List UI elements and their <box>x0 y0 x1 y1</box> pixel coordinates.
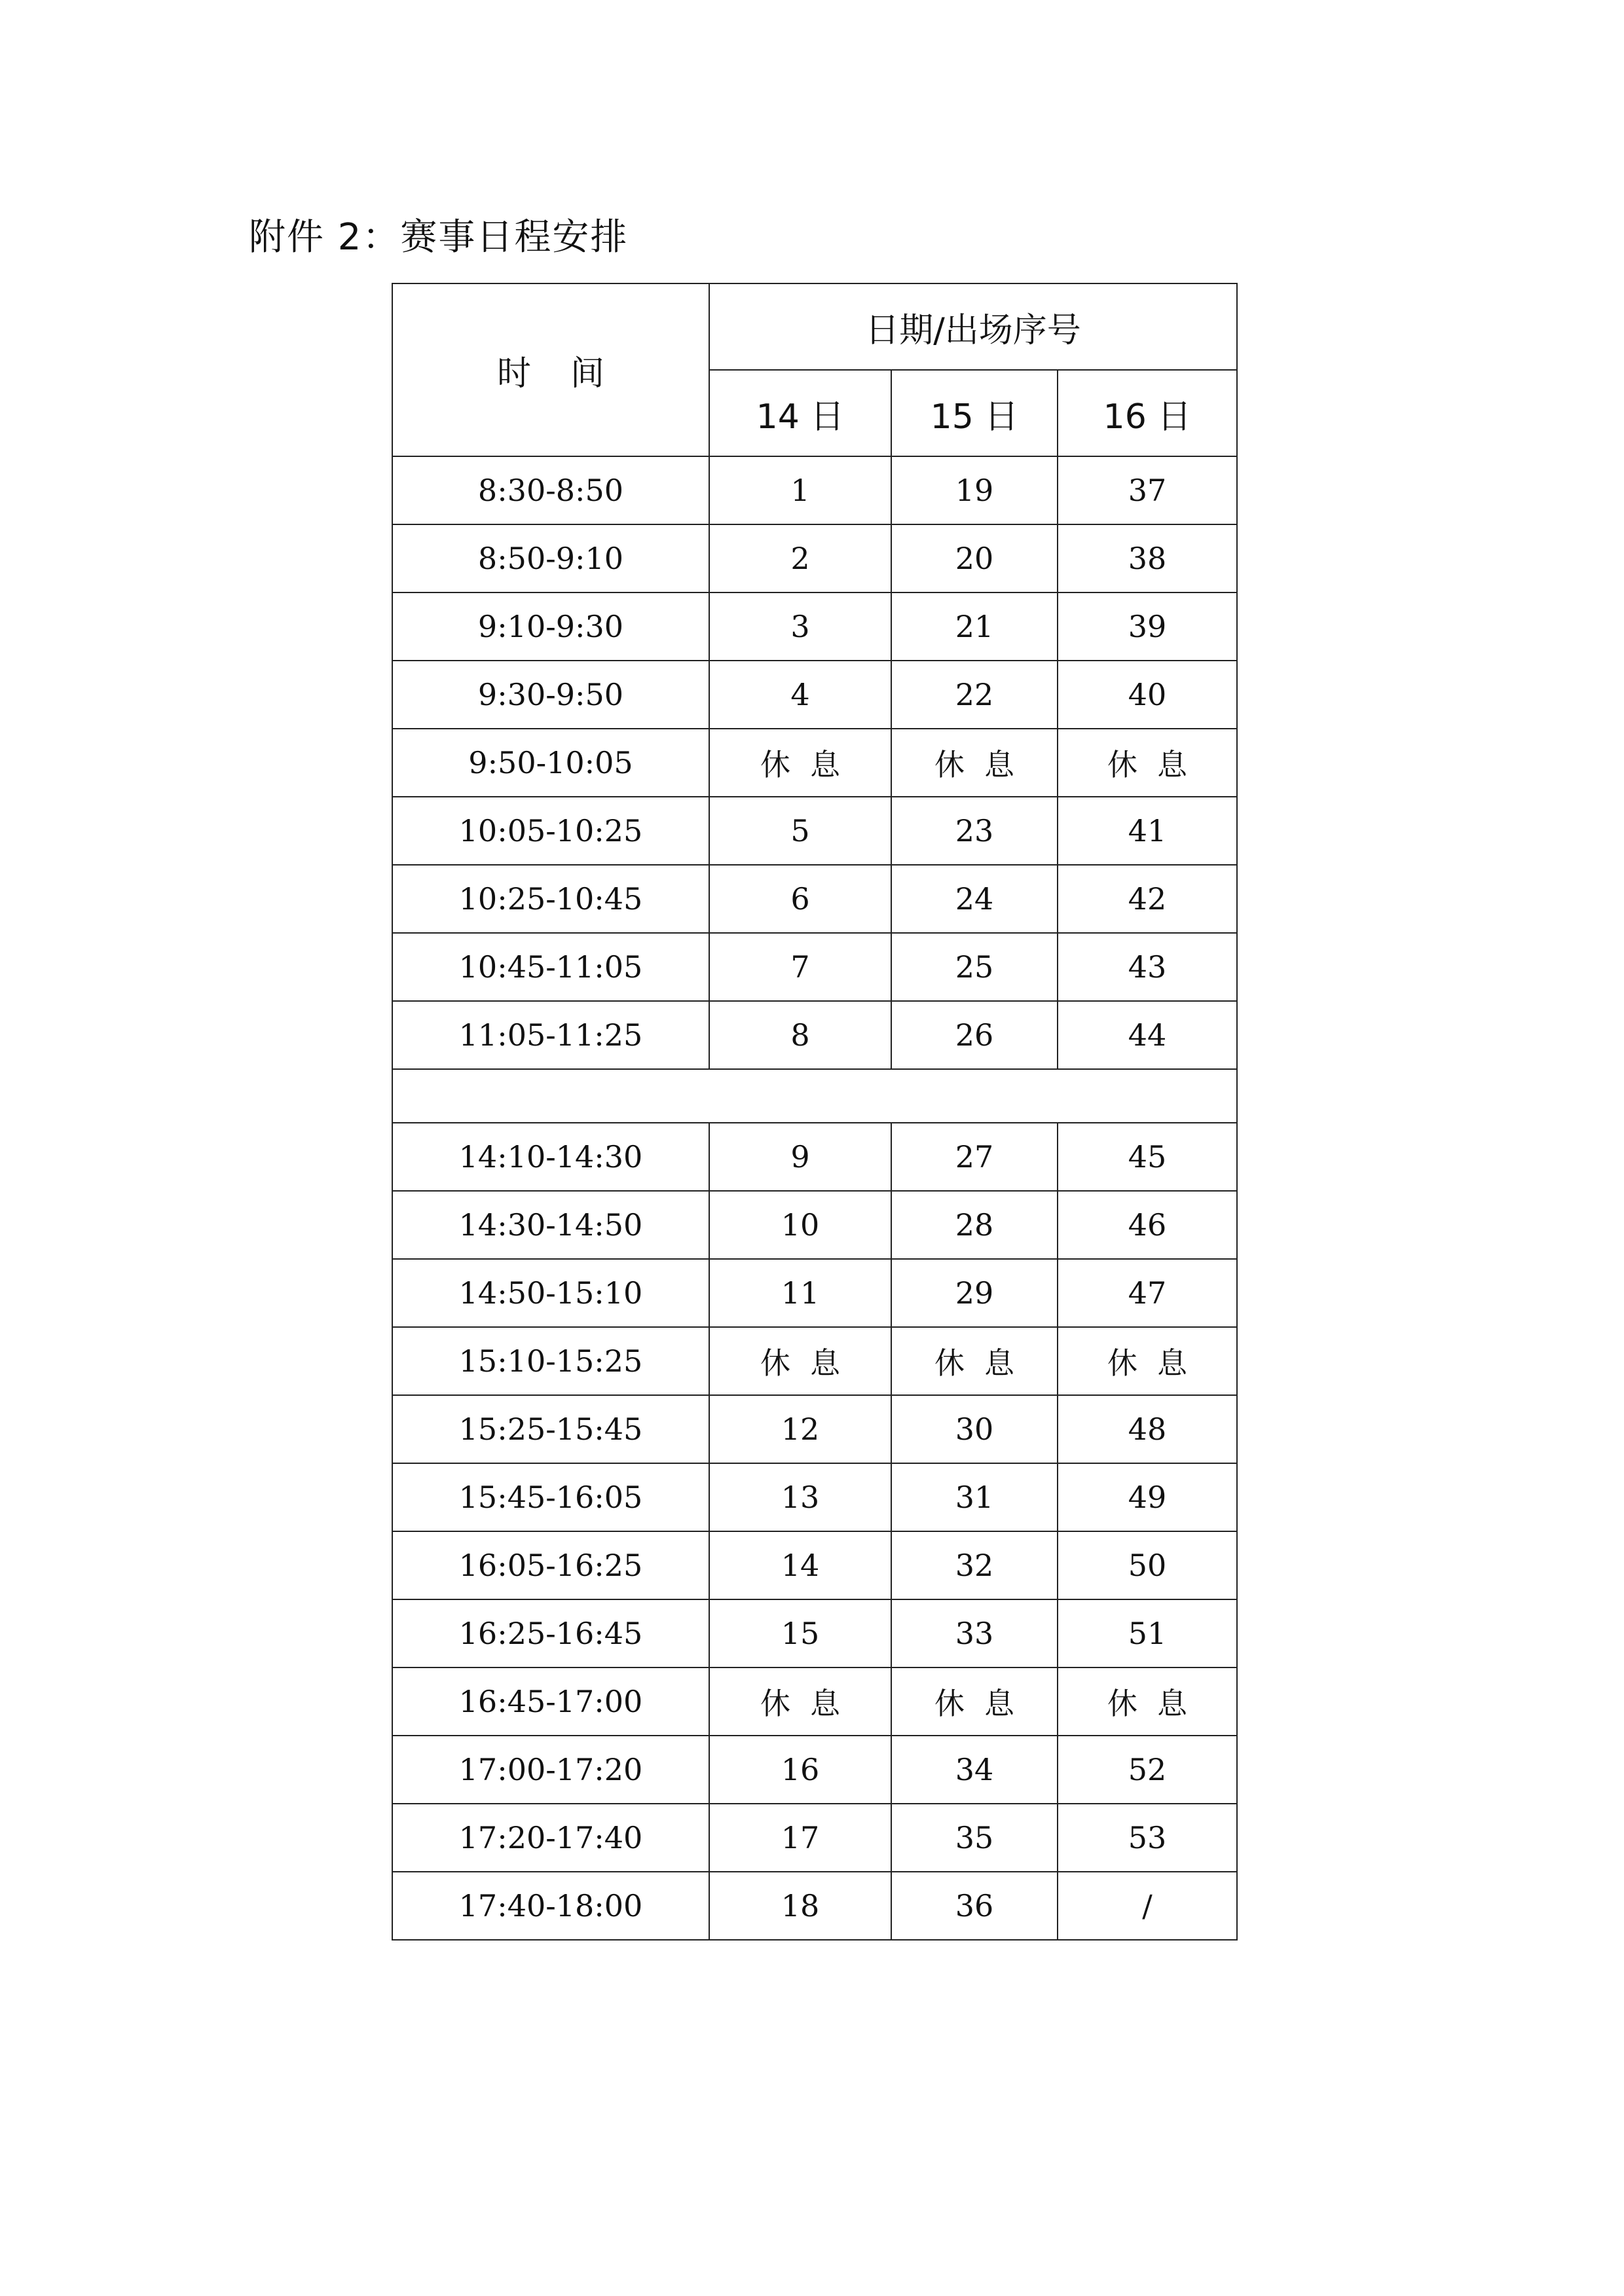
time-cell: 8:50-9:10 <box>392 524 709 592</box>
order-cell-15: 35 <box>891 1804 1058 1872</box>
order-cell-16: 50 <box>1058 1531 1237 1599</box>
order-cell-15: 休息 <box>891 729 1058 797</box>
time-cell: 15:45-16:05 <box>392 1463 709 1531</box>
time-cell: 11:05-11:25 <box>392 1001 709 1069</box>
order-cell-14: 休息 <box>709 1327 891 1395</box>
order-cell-14: 15 <box>709 1599 891 1667</box>
order-cell-15: 21 <box>891 592 1058 661</box>
order-cell-14: 休息 <box>709 1667 891 1736</box>
order-cell-15: 29 <box>891 1259 1058 1327</box>
day-header-14: 14 日 <box>709 370 891 456</box>
order-cell-16: 38 <box>1058 524 1237 592</box>
schedule-row <box>392 1736 1237 1804</box>
order-cell-15: 22 <box>891 661 1058 729</box>
order-cell-16: 46 <box>1058 1191 1237 1259</box>
time-cell: 14:10-14:30 <box>392 1123 709 1191</box>
schedule-row <box>392 1395 1237 1463</box>
order-cell-14: 13 <box>709 1463 891 1531</box>
order-cell-16: 45 <box>1058 1123 1237 1191</box>
break-row <box>392 1069 1237 1123</box>
schedule-row <box>392 1259 1237 1327</box>
schedule-row <box>392 865 1237 933</box>
time-cell: 17:00-17:20 <box>392 1736 709 1804</box>
schedule-row <box>392 1599 1237 1667</box>
schedule-row <box>392 1804 1237 1872</box>
order-cell-15: 30 <box>891 1395 1058 1463</box>
time-cell: 14:30-14:50 <box>392 1191 709 1259</box>
schedule-row <box>392 1531 1237 1599</box>
order-cell-16: 39 <box>1058 592 1237 661</box>
order-cell-16: 37 <box>1058 456 1237 524</box>
date-order-group-header: 日期/出场序号 <box>709 283 1237 370</box>
order-cell-14: 1 <box>709 456 891 524</box>
time-cell: 16:45-17:00 <box>392 1667 709 1736</box>
time-cell: 10:25-10:45 <box>392 865 709 933</box>
order-cell-14: 11 <box>709 1259 891 1327</box>
time-cell: 14:50-15:10 <box>392 1259 709 1327</box>
order-cell-16: 休息 <box>1058 729 1237 797</box>
order-cell-15: 休息 <box>891 1327 1058 1395</box>
schedule-row <box>392 1463 1237 1531</box>
order-cell-16: 43 <box>1058 933 1237 1001</box>
order-cell-15: 23 <box>891 797 1058 865</box>
day-header-15: 15 日 <box>891 370 1058 456</box>
order-cell-14: 16 <box>709 1736 891 1804</box>
schedule-row <box>392 1872 1237 1940</box>
schedule-row <box>392 729 1237 797</box>
order-cell-15: 36 <box>891 1872 1058 1940</box>
time-cell: 10:05-10:25 <box>392 797 709 865</box>
order-cell-14: 9 <box>709 1123 891 1191</box>
order-cell-14: 3 <box>709 592 891 661</box>
order-cell-14: 休息 <box>709 729 891 797</box>
schedule-row <box>392 592 1237 661</box>
order-cell-14: 8 <box>709 1001 891 1069</box>
order-cell-16: 休息 <box>1058 1327 1237 1395</box>
order-cell-15: 休息 <box>891 1667 1058 1736</box>
order-cell-16: 49 <box>1058 1463 1237 1531</box>
schedule-row <box>392 1327 1237 1395</box>
order-cell-14: 6 <box>709 865 891 933</box>
order-cell-15: 25 <box>891 933 1058 1001</box>
morning-session <box>392 456 1237 1069</box>
order-cell-15: 33 <box>891 1599 1058 1667</box>
order-cell-15: 28 <box>891 1191 1058 1259</box>
order-cell-16: 42 <box>1058 865 1237 933</box>
schedule-row <box>392 1191 1237 1259</box>
order-cell-15: 20 <box>891 524 1058 592</box>
schedule-row <box>392 456 1237 524</box>
schedule-row <box>392 524 1237 592</box>
order-cell-14: 2 <box>709 524 891 592</box>
order-cell-14: 14 <box>709 1531 891 1599</box>
schedule-row <box>392 661 1237 729</box>
order-cell-16: 41 <box>1058 797 1237 865</box>
order-cell-16: 53 <box>1058 1804 1237 1872</box>
order-cell-16: 51 <box>1058 1599 1237 1667</box>
time-cell: 17:40-18:00 <box>392 1872 709 1940</box>
order-cell-16: 40 <box>1058 661 1237 729</box>
order-cell-16: / <box>1058 1872 1237 1940</box>
time-cell: 17:20-17:40 <box>392 1804 709 1872</box>
order-cell-16: 48 <box>1058 1395 1237 1463</box>
time-cell: 9:10-9:30 <box>392 592 709 661</box>
time-cell: 9:50-10:05 <box>392 729 709 797</box>
order-cell-14: 10 <box>709 1191 891 1259</box>
time-cell: 9:30-9:50 <box>392 661 709 729</box>
schedule-row <box>392 1123 1237 1191</box>
order-cell-14: 7 <box>709 933 891 1001</box>
order-cell-15: 31 <box>891 1463 1058 1531</box>
time-cell: 16:05-16:25 <box>392 1531 709 1599</box>
schedule-table <box>392 283 1238 1941</box>
lunch-break <box>392 1069 1237 1123</box>
order-cell-14: 4 <box>709 661 891 729</box>
order-cell-14: 12 <box>709 1395 891 1463</box>
schedule-row <box>392 1001 1237 1069</box>
order-cell-14: 17 <box>709 1804 891 1872</box>
order-cell-15: 26 <box>891 1001 1058 1069</box>
afternoon-session <box>392 1123 1237 1940</box>
order-cell-15: 32 <box>891 1531 1058 1599</box>
schedule-row <box>392 933 1237 1001</box>
schedule-row <box>392 797 1237 865</box>
time-cell: 15:10-15:25 <box>392 1327 709 1395</box>
order-cell-16: 52 <box>1058 1736 1237 1804</box>
time-column-header: 时间 <box>392 283 709 456</box>
order-cell-15: 19 <box>891 456 1058 524</box>
document-title: 附件 2：赛事日程安排 <box>249 216 629 259</box>
order-cell-15: 34 <box>891 1736 1058 1804</box>
order-cell-14: 18 <box>709 1872 891 1940</box>
time-cell: 10:45-11:05 <box>392 933 709 1001</box>
time-cell: 15:25-15:45 <box>392 1395 709 1463</box>
order-cell-16: 47 <box>1058 1259 1237 1327</box>
schedule-row <box>392 1667 1237 1736</box>
day-header-16: 16 日 <box>1058 370 1237 456</box>
time-cell: 16:25-16:45 <box>392 1599 709 1667</box>
break-cell <box>392 1069 1237 1123</box>
order-cell-16: 44 <box>1058 1001 1237 1069</box>
order-cell-14: 5 <box>709 797 891 865</box>
order-cell-15: 27 <box>891 1123 1058 1191</box>
order-cell-15: 24 <box>891 865 1058 933</box>
time-cell: 8:30-8:50 <box>392 456 709 524</box>
order-cell-16: 休息 <box>1058 1667 1237 1736</box>
